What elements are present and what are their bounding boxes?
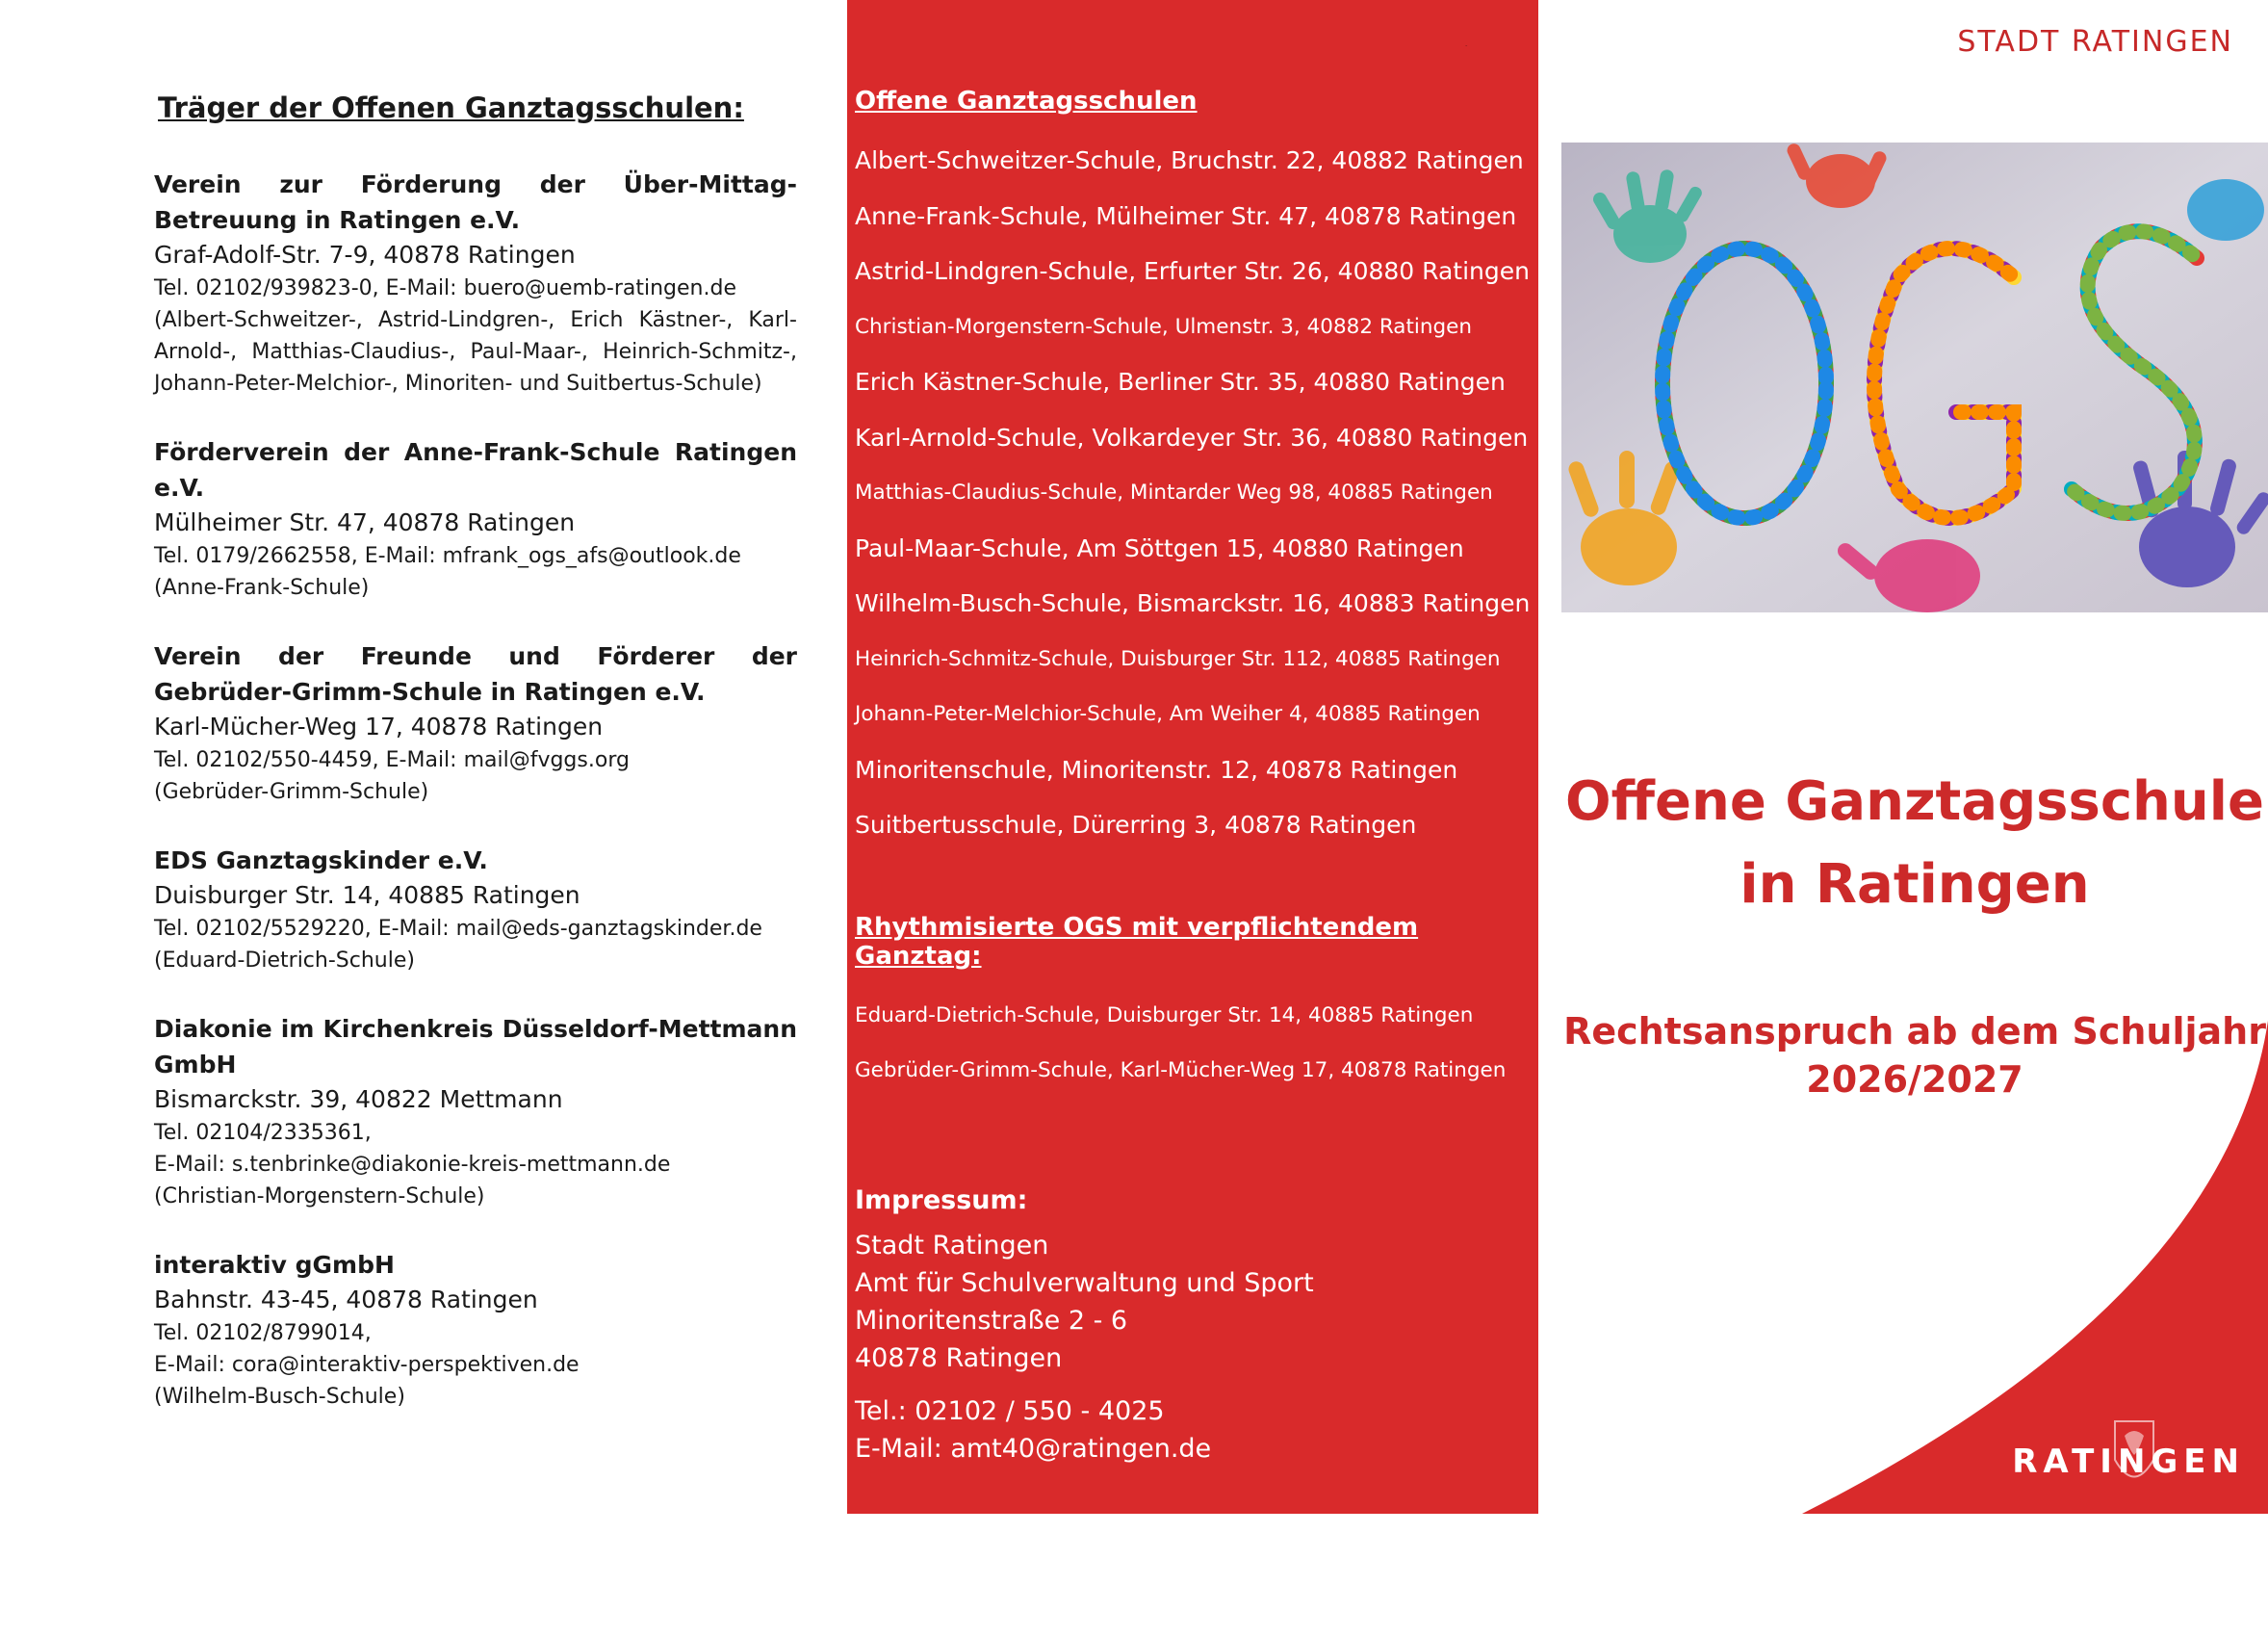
org-name: EDS Ganztagskinder e.V. xyxy=(154,846,488,874)
school-list-item: Suitbertusschule, Dürerring 3, 40878 Ratingen xyxy=(855,811,1417,839)
rhythm-heading: Rhythmisierte OGS mit verpflichtendem Ganztag: xyxy=(855,912,1419,971)
org-entry xyxy=(154,638,797,808)
school-list-item: Johann-Peter-Melchior-Schule, Am Weiher 4, 40885 Ratingen xyxy=(855,702,1481,726)
school-list-item: Karl-Arnold-Schule, Volkardeyer Str. 36, 40880 Ratingen xyxy=(855,423,1529,452)
org-name: Förderverein der Anne-Frank-Schule Ratingen e.V. xyxy=(154,438,797,502)
org-address: Bismarckstr. 39, 40822 Mettmann xyxy=(154,1085,563,1113)
org-schools: (Christian-Morgenstern-Schule) xyxy=(154,1184,485,1208)
rhythm-school-item: Gebrüder-Grimm-Schule, Karl-Mücher-Weg 17, 40878 Ratingen xyxy=(855,1058,1507,1082)
school-list-item: Matthias-Claudius-Schule, Mintarder Weg 98, 40885 Ratingen xyxy=(855,481,1493,505)
org-contact: Tel. 0179/2662558, E-Mail: mfrank_ogs_afs@outlook.de xyxy=(154,544,741,568)
school-list-item: Heinrich-Schmitz-Schule, Duisburger Str. 112, 40885 Ratingen xyxy=(855,646,1501,671)
org-contact: Tel. 02102/939823-0, E-Mail: buero@uemb-ratingen.de xyxy=(154,276,736,300)
org-schools: (Gebrüder-Grimm-Schule) xyxy=(154,780,429,804)
cover-title-line2: in Ratingen xyxy=(1740,853,2090,916)
cover-panel xyxy=(1465,0,2268,1637)
school-list-item: Wilhelm-Busch-Schule, Bismarckstr. 16, 40883 Ratingen xyxy=(855,589,1531,617)
org-contact: Tel. 02102/550-4459, E-Mail: mail@fvggs.org xyxy=(154,748,630,772)
cover-title-line1: Offene Ganztagsschule xyxy=(1565,770,2264,833)
school-list xyxy=(855,133,1529,853)
org-entry xyxy=(154,843,797,976)
city-name: STADT RATINGEN xyxy=(1957,25,2233,59)
org-name: Verein der Freunde und Förderer der Gebrüder-Grimm-Schule in Ratingen e.V. xyxy=(154,642,797,706)
school-list-item: Anne-Frank-Schule, Mülheimer Str. 47, 40878 Ratingen xyxy=(855,201,1517,230)
school-list-item: Albert-Schweitzer-Schule, Bruchstr. 22, 40882 Ratingen xyxy=(855,146,1524,174)
impressum-tel: Tel.: 02102 / 550 - 4025 xyxy=(855,1395,1165,1426)
org-name: Diakonie im Kirchenkreis Düsseldorf-Mettmann GmbH xyxy=(154,1015,797,1078)
school-list-item: Christian-Morgenstern-Schule, Ulmenstr. 3, 40882 Ratingen xyxy=(855,314,1473,339)
school-list-item: Erich Kästner-Schule, Berliner Str. 35, 40880 Ratingen xyxy=(855,368,1506,396)
org-contact: Tel. 02104/2335361, xyxy=(154,1121,372,1145)
org-contact-email: E-Mail: s.tenbrinke@diakonie-kreis-mettmann.de xyxy=(154,1153,671,1177)
org-entry xyxy=(154,167,797,400)
org-address: Mülheimer Str. 47, 40878 Ratingen xyxy=(154,508,576,536)
org-name: Verein zur Förderung der Über-Mittag-Betreuung in Ratingen e.V. xyxy=(154,170,797,234)
org-contact: Tel. 02102/5529220, E-Mail: mail@eds-ganztagskinder.de xyxy=(154,917,762,941)
impressum-email: E-Mail: amt40@ratingen.de xyxy=(855,1433,1212,1464)
school-list-item: Minoritenschule, Minoritenstr. 12, 40878 Ratingen xyxy=(855,755,1458,784)
org-address: Karl-Mücher-Weg 17, 40878 Ratingen xyxy=(154,713,604,741)
left-panel xyxy=(154,91,797,1447)
school-list-item: Astrid-Lindgren-Schule, Erfurter Str. 26, 40880 Ratingen xyxy=(855,257,1530,285)
org-list xyxy=(154,167,797,1413)
ogs-heading: Offene Ganztagsschulen xyxy=(855,87,1198,116)
org-address: Graf-Adolf-Str. 7-9, 40878 Ratingen xyxy=(154,241,576,269)
impressum-line: 40878 Ratingen xyxy=(855,1342,1063,1373)
impressum-line: Stadt Ratingen xyxy=(855,1230,1049,1260)
org-schools: (Eduard-Dietrich-Schule) xyxy=(154,948,415,973)
cover-subtitle-line2: 2026/2027 xyxy=(1806,1058,2023,1101)
photo-ogs-text: OGS xyxy=(1465,46,1468,47)
school-list-item: Paul-Maar-Schule, Am Söttgen 15, 40880 Ratingen xyxy=(855,533,1464,562)
org-schools: (Wilhelm-Busch-Schule) xyxy=(154,1385,405,1409)
org-schools: (Anne-Frank-Schule) xyxy=(154,576,370,600)
org-contact: Tel. 02102/8799014, xyxy=(154,1321,372,1345)
red-corner-wedge xyxy=(1561,0,2268,1637)
org-address: Duisburger Str. 14, 40885 Ratingen xyxy=(154,881,580,909)
org-schools: (Albert-Schweitzer-, Astrid-Lindgren-, Erich Kästner-, Karl-Arnold-, Matthias-Claudius-, Paul-Maar-, Heinrich-Schmitz-, Johann-Peter-Melchior-, Minoriten- und Suitbertus-Schule) xyxy=(154,308,797,396)
org-entry xyxy=(154,1247,797,1413)
org-name: interaktiv gGmbH xyxy=(154,1251,395,1279)
org-address: Bahnstr. 43-45, 40878 Ratingen xyxy=(154,1286,538,1313)
rhythm-school-item: Eduard-Dietrich-Schule, Duisburger Str. 14, 40885 Ratingen xyxy=(855,1002,1474,1027)
org-contact-email: E-Mail: cora@interaktiv-perspektiven.de xyxy=(154,1353,580,1377)
impressum-line: Minoritenstraße 2 - 6 xyxy=(855,1305,1128,1336)
org-entry xyxy=(154,1011,797,1212)
left-heading: Träger der Offenen Ganztagsschulen: xyxy=(158,91,744,124)
ratingen-logo: RATINGEN xyxy=(2012,1442,2245,1481)
cover-subtitle-line1: Rechtsanspruch ab dem Schuljahr xyxy=(1563,1010,2266,1052)
org-entry xyxy=(154,434,797,604)
rhythm-school-list xyxy=(855,988,1529,1099)
impressum xyxy=(855,1185,1529,1468)
schools-panel xyxy=(847,0,1538,1514)
impressum-line: Amt für Schulverwaltung und Sport xyxy=(855,1267,1314,1298)
impressum-heading: Impressum: xyxy=(855,1184,1028,1215)
